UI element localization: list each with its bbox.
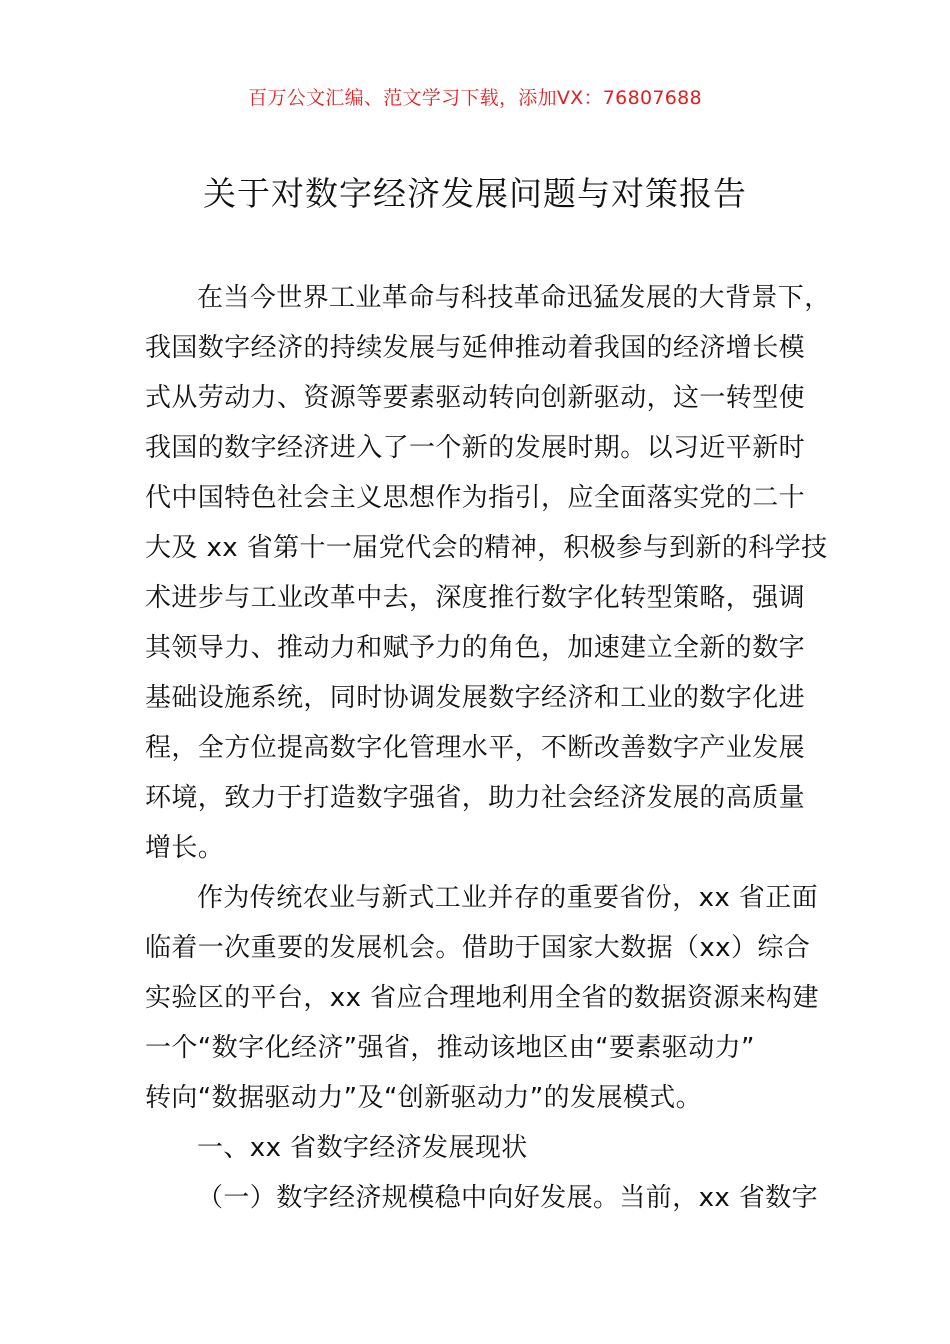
body-line: 式从劳动力、资源等要素驱动转向创新驱动，这一转型使 — [145, 383, 806, 413]
body-line: 代中国特色社会主义思想作为指引，应全面落实党的二十 — [145, 483, 806, 513]
body-line: 基础设施系统，同时协调发展数字经济和工业的数字化进 — [145, 683, 806, 713]
body-line: 术进步与工业改革中去，深度推行数字化转型策略，强调 — [145, 583, 806, 613]
body-line: 我国数字经济的持续发展与延伸推动着我国的经济增长模 — [145, 333, 806, 363]
document-body — [145, 277, 831, 1227]
body-line: 一个“数字化经济”强省，推动该地区由“要素驱动力” — [145, 1033, 755, 1063]
body-line: 程，全方位提高数字化管理水平，不断改善数字产业发展 — [145, 733, 806, 763]
body-line: 在当今世界工业革命与科技革命迅猛发展的大背景下， — [197, 283, 831, 313]
body-line: 实验区的平台，xx 省应合理地利用全省的数据资源来构建 — [145, 983, 819, 1013]
body-line: 大及 xx 省第十一届党代会的精神，积极参与到新的科学技 — [145, 533, 828, 563]
body-line: 转向“数据驱动力”及“创新驱动力”的发展模式。 — [145, 1083, 703, 1113]
body-line: 环境，致力于打造数字强省，助力社会经济发展的高质量 — [145, 783, 806, 813]
body-line: 增长。 — [145, 833, 225, 863]
document-title: 关于对数字经济发展问题与对策报告 — [203, 174, 747, 213]
body-line: 作为传统农业与新式工业并存的重要省份，xx 省正面 — [197, 883, 819, 913]
body-line: 其领导力、推动力和赋予力的角色，加速建立全新的数字 — [145, 633, 806, 663]
subsection-heading: （一）数字经济规模稳中向好发展。当前，xx 省数字 — [197, 1183, 819, 1213]
promo-header-text: 百万公文汇编、范文学习下载，添加VX：76807688 — [248, 87, 702, 109]
body-line: 我国的数字经济进入了一个新的发展时期。以习近平新时 — [145, 433, 806, 463]
body-line: 临着一次重要的发展机会。借助于国家大数据（xx）综合 — [145, 933, 811, 963]
section-heading: 一、xx 省数字经济发展现状 — [197, 1133, 528, 1163]
